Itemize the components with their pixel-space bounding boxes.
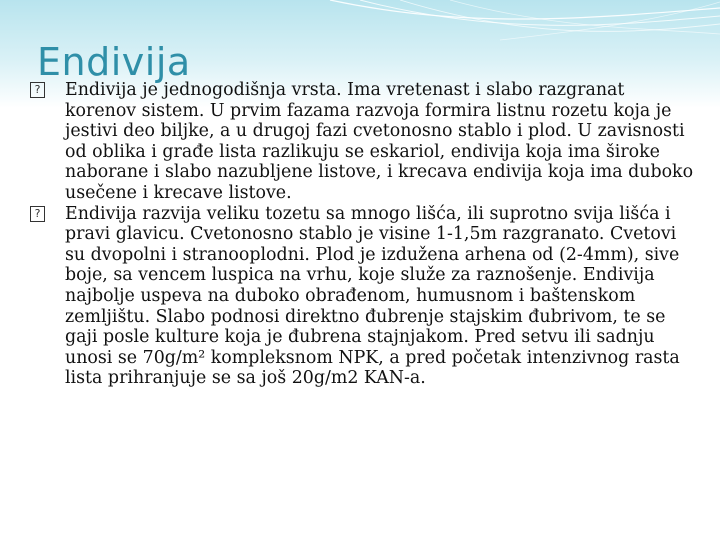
paragraph-1 [30, 80, 698, 204]
paragraph-2-text: Endivija razvija veliku tozetu sa mnogo lišća, ili suprotno svija lišća i pravi glavicu. Cvetonosno stablo je visine 1-1,5m razgranato. Cvetovi su dvopolni i stranooplodni. Plod je izdužena arhena od (2-4mm), sive boje, sa vencem luspica na vrhu, koje služe za raznošenje. Endivija najbolje uspeva na duboko obrađenom, humusnom i baštenskom zemljištu. Slabo podnosi direktno đubrenje stajskim đubrivom, te se gaji posle kulture koja je đubrena stajnjakom. Pred setvu ili sadnju unosi se 70g/m² kompleksnom NPK, a pred početak intenzivnog rasta lista prihranjuje se sa još 20g/m2 KAN-a. [65, 203, 680, 389]
paragraph-1-text: Endivija je jednogodišnja vrsta. Ima vretenast i slabo razgranat korenov sistem. U prvim fazama razvoja formira listnu rozetu koja je jestivi deo biljke, a u drugoj fazi cvetonosno stablo i plod. U zavisnosti od oblika i građe lista razlikuju se eskariol, endivija koja ima široke naborane i slabo nazubljene listove, i krecava endivija koja ima duboko usečene i krecave listove. [65, 80, 694, 203]
slide-body [30, 80, 698, 389]
missing-glyph-box-icon: ? [30, 82, 45, 98]
missing-glyph-box-icon: ? [30, 206, 45, 222]
paragraph-2 [30, 204, 698, 389]
slide-title: Endivija [37, 40, 191, 84]
